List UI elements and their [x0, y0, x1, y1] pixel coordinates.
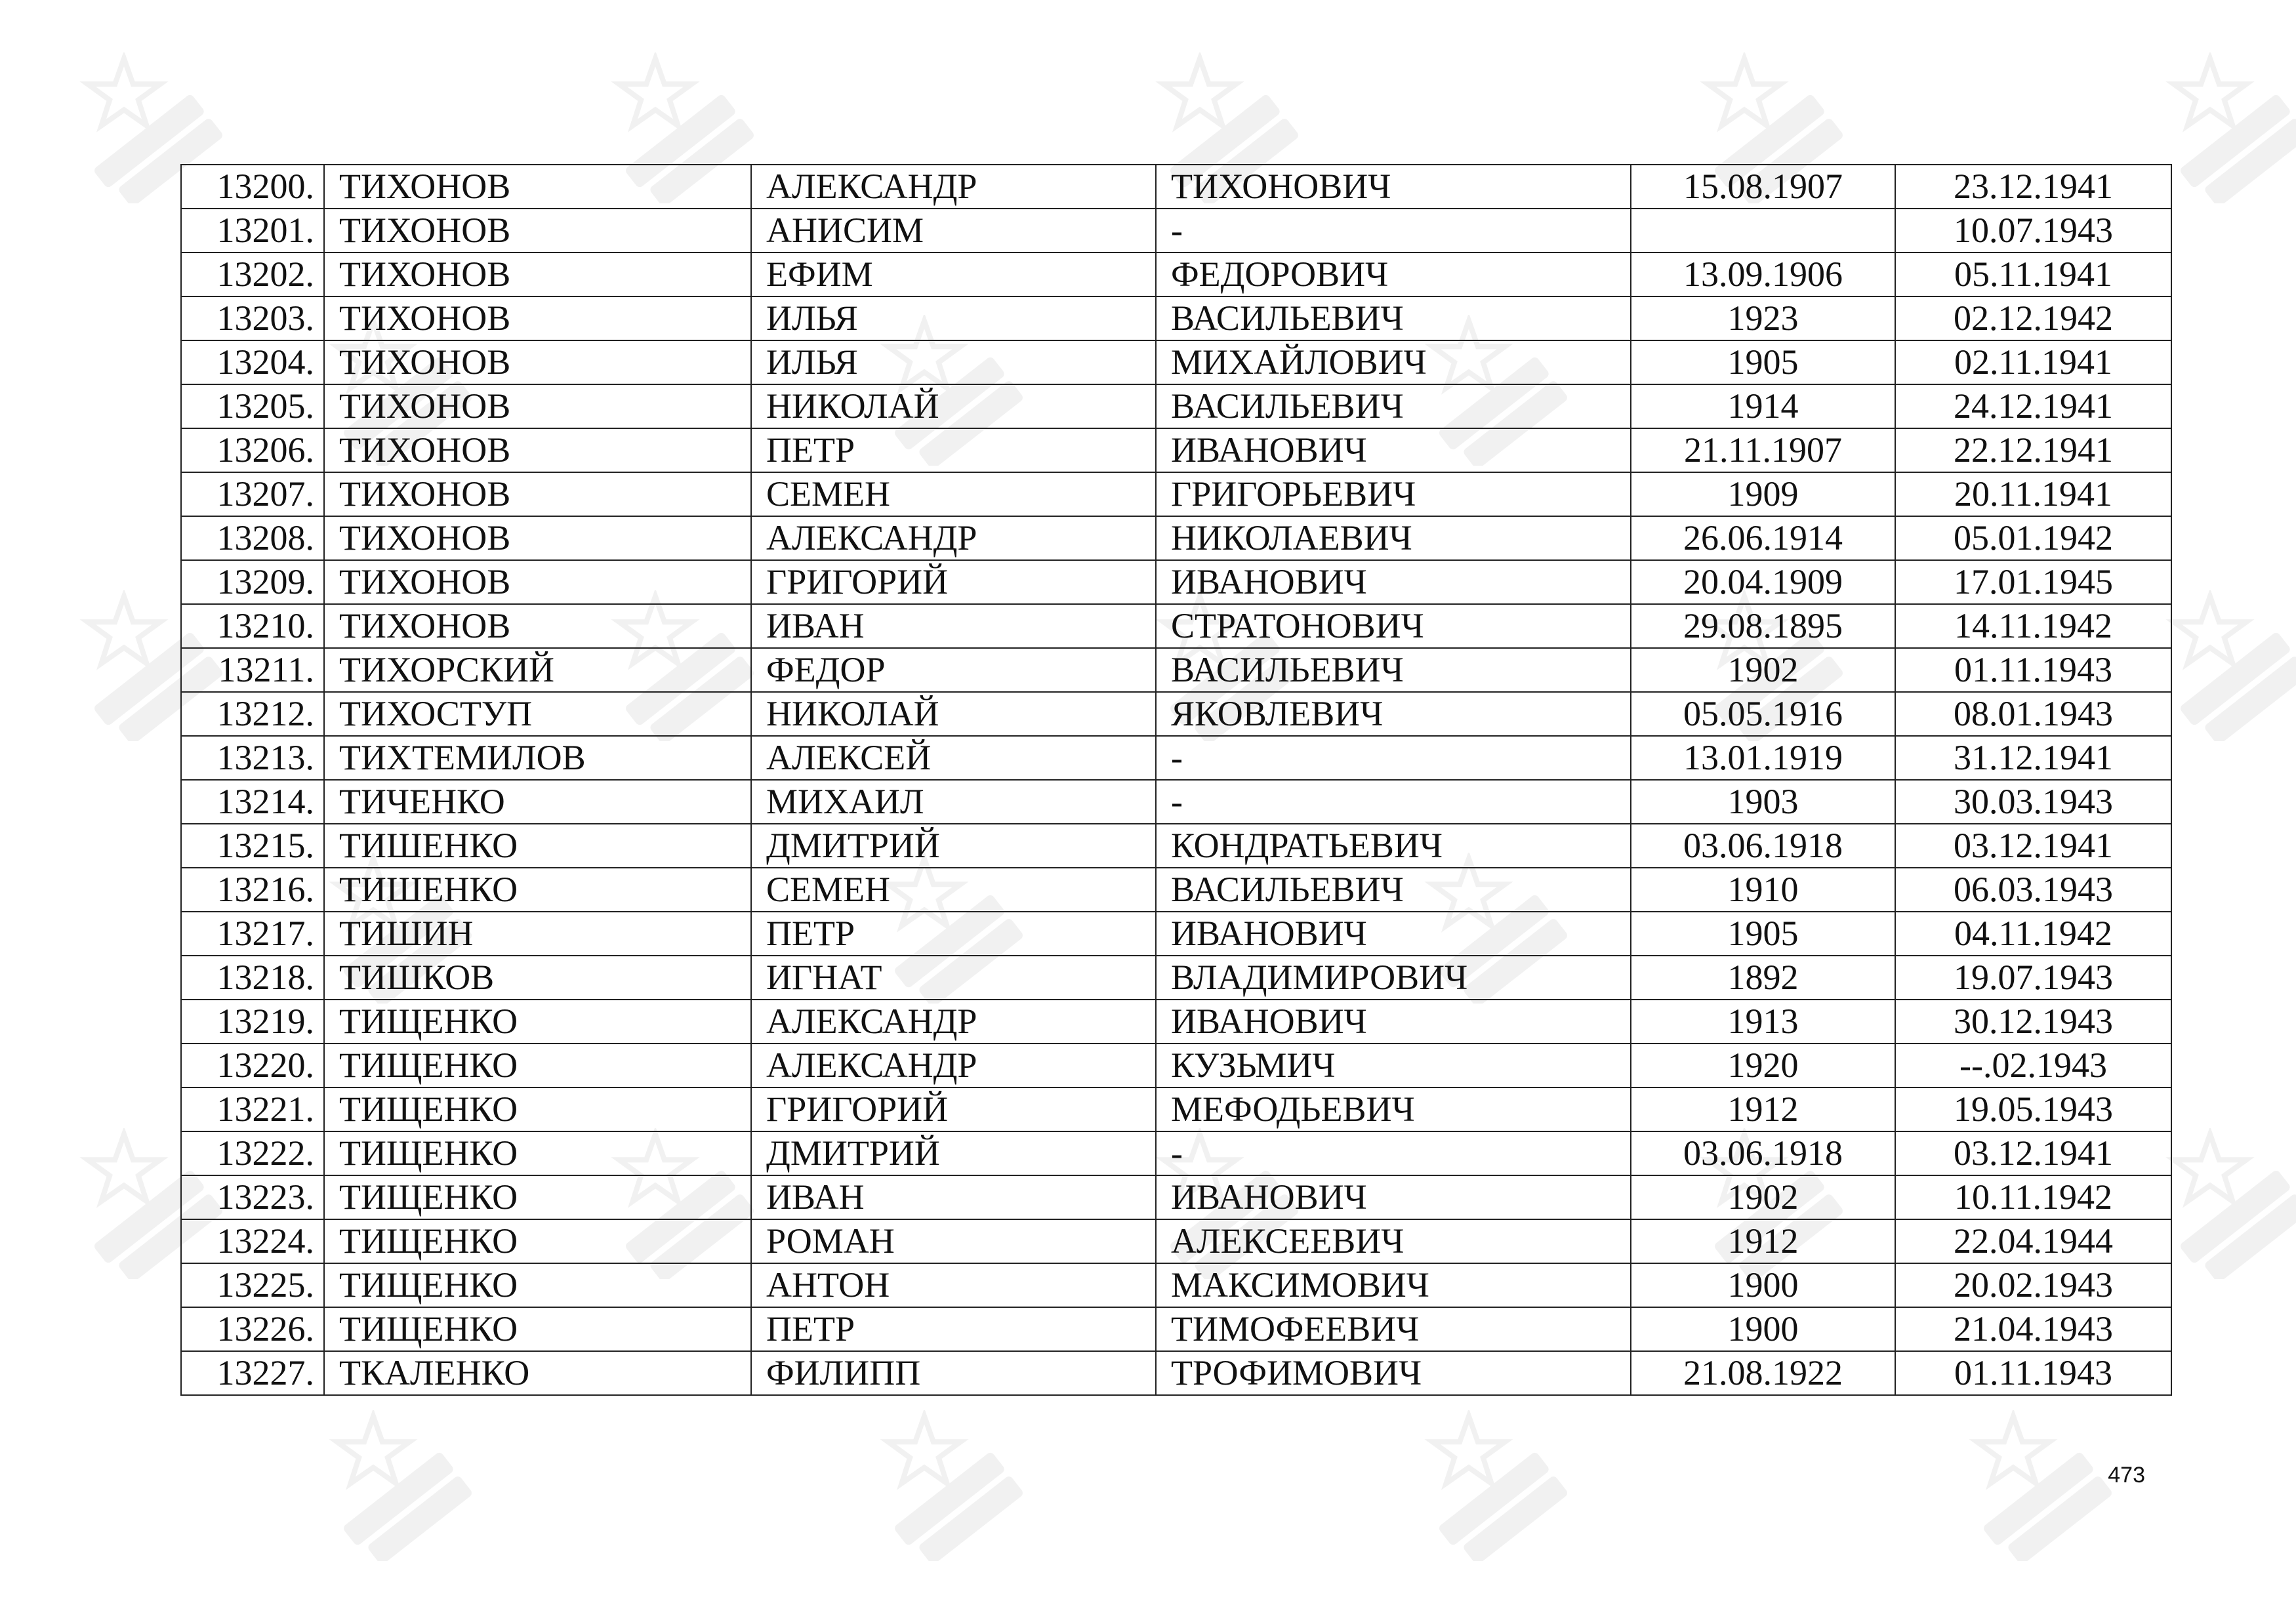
- table-row: [181, 428, 2171, 472]
- death-date-cell: 20.02.1943: [1895, 1263, 2171, 1307]
- first-name-cell: ПЕТР: [751, 1307, 1156, 1351]
- surname-cell: ТИЩЕНКО: [324, 1044, 751, 1087]
- birth-date-cell: 29.08.1895: [1631, 604, 1895, 648]
- patronymic-cell: МИХАЙЛОВИЧ: [1156, 340, 1631, 384]
- record-number-cell: 13218.: [181, 956, 324, 1000]
- death-date-cell: 06.03.1943: [1895, 868, 2171, 912]
- birth-date-cell: 1905: [1631, 912, 1895, 956]
- surname-cell: ТИЩЕНКО: [324, 1000, 751, 1044]
- patronymic-cell: -: [1156, 736, 1631, 780]
- record-number-cell: 13213.: [181, 736, 324, 780]
- record-number-cell: 13223.: [181, 1175, 324, 1219]
- death-date-cell: 10.11.1942: [1895, 1175, 2171, 1219]
- table-row: [181, 692, 2171, 736]
- death-date-cell: 05.11.1941: [1895, 253, 2171, 296]
- death-date-cell: 01.11.1943: [1895, 1351, 2171, 1395]
- record-number-cell: 13204.: [181, 340, 324, 384]
- first-name-cell: АЛЕКСАНДР: [751, 1044, 1156, 1087]
- surname-cell: ТИХОНОВ: [324, 560, 751, 604]
- record-number-cell: 13217.: [181, 912, 324, 956]
- death-date-cell: 31.12.1941: [1895, 736, 2171, 780]
- watermark-logo: [2165, 1128, 2296, 1279]
- table-row: [181, 1000, 2171, 1044]
- table-row: [181, 1175, 2171, 1219]
- record-number-cell: 13203.: [181, 296, 324, 340]
- first-name-cell: ФЕДОР: [751, 648, 1156, 692]
- birth-date-cell: 1913: [1631, 1000, 1895, 1044]
- death-date-cell: 17.01.1945: [1895, 560, 2171, 604]
- birth-date-cell: 03.06.1918: [1631, 1131, 1895, 1175]
- first-name-cell: РОМАН: [751, 1219, 1156, 1263]
- birth-date-cell: 1902: [1631, 1175, 1895, 1219]
- first-name-cell: ИГНАТ: [751, 956, 1156, 1000]
- birth-date-cell: 1912: [1631, 1219, 1895, 1263]
- table-row: [181, 604, 2171, 648]
- death-date-cell: 21.04.1943: [1895, 1307, 2171, 1351]
- table-row: [181, 956, 2171, 1000]
- surname-cell: ТИХТЕМИЛОВ: [324, 736, 751, 780]
- birth-date-cell: 1905: [1631, 340, 1895, 384]
- table-row: [181, 1263, 2171, 1307]
- first-name-cell: ИЛЬЯ: [751, 296, 1156, 340]
- record-number-cell: 13209.: [181, 560, 324, 604]
- watermark-logo: [879, 1410, 1030, 1561]
- first-name-cell: НИКОЛАЙ: [751, 692, 1156, 736]
- star-icon: [1433, 1416, 1505, 1483]
- watermark-logo: [1424, 1410, 1574, 1561]
- first-name-cell: АЛЕКСАНДР: [751, 165, 1156, 209]
- first-name-cell: АНИСИМ: [751, 209, 1156, 253]
- first-name-cell: ПЕТР: [751, 428, 1156, 472]
- first-name-cell: АНТОН: [751, 1263, 1156, 1307]
- first-name-cell: НИКОЛАЙ: [751, 384, 1156, 428]
- birth-date-cell: 21.08.1922: [1631, 1351, 1895, 1395]
- table-row: [181, 296, 2171, 340]
- first-name-cell: АЛЕКСАНДР: [751, 1000, 1156, 1044]
- first-name-cell: МИХАИЛ: [751, 780, 1156, 824]
- record-number-cell: 13220.: [181, 1044, 324, 1087]
- birth-date-cell: [1631, 209, 1895, 253]
- death-date-cell: 19.07.1943: [1895, 956, 2171, 1000]
- record-number-cell: 13225.: [181, 1263, 324, 1307]
- surname-cell: ТИШЕНКО: [324, 868, 751, 912]
- table-row: [181, 384, 2171, 428]
- death-date-cell: 03.12.1941: [1895, 824, 2171, 868]
- watermark-logo: [328, 1410, 479, 1561]
- death-date-cell: 03.12.1941: [1895, 1131, 2171, 1175]
- death-date-cell: 01.11.1943: [1895, 648, 2171, 692]
- surname-cell: ТИХОНОВ: [324, 296, 751, 340]
- star-icon: [2174, 596, 2246, 663]
- table-row: [181, 340, 2171, 384]
- table-row: [181, 824, 2171, 868]
- birth-date-cell: 1920: [1631, 1044, 1895, 1087]
- first-name-cell: АЛЕКСАНДР: [751, 516, 1156, 560]
- death-date-cell: 08.01.1943: [1895, 692, 2171, 736]
- first-name-cell: ФИЛИПП: [751, 1351, 1156, 1395]
- surname-cell: ТИХОНОВ: [324, 165, 751, 209]
- record-number-cell: 13224.: [181, 1219, 324, 1263]
- surname-cell: ТИЩЕНКО: [324, 1263, 751, 1307]
- patronymic-cell: НИКОЛАЕВИЧ: [1156, 516, 1631, 560]
- record-number-cell: 13202.: [181, 253, 324, 296]
- birth-date-cell: 13.01.1919: [1631, 736, 1895, 780]
- first-name-cell: ИВАН: [751, 1175, 1156, 1219]
- death-date-cell: 22.04.1944: [1895, 1219, 2171, 1263]
- records-table-body: [181, 165, 2171, 1395]
- patronymic-cell: ИВАНОВИЧ: [1156, 912, 1631, 956]
- star-icon: [88, 58, 160, 125]
- death-date-cell: 02.12.1942: [1895, 296, 2171, 340]
- surname-cell: ТИШИН: [324, 912, 751, 956]
- first-name-cell: ДМИТРИЙ: [751, 824, 1156, 868]
- patronymic-cell: ИВАНОВИЧ: [1156, 1175, 1631, 1219]
- table-row: [181, 736, 2171, 780]
- surname-cell: ТИЩЕНКО: [324, 1175, 751, 1219]
- birth-date-cell: 1910: [1631, 868, 1895, 912]
- record-number-cell: 13215.: [181, 824, 324, 868]
- record-number-cell: 13206.: [181, 428, 324, 472]
- patronymic-cell: -: [1156, 209, 1631, 253]
- table-row: [181, 472, 2171, 516]
- star-icon: [88, 1134, 160, 1201]
- patronymic-cell: СТРАТОНОВИЧ: [1156, 604, 1631, 648]
- patronymic-cell: -: [1156, 780, 1631, 824]
- records-table: [180, 164, 2172, 1396]
- death-date-cell: 23.12.1941: [1895, 165, 2171, 209]
- death-date-cell: 10.07.1943: [1895, 209, 2171, 253]
- table-row: [181, 516, 2171, 560]
- surname-cell: ТИЩЕНКО: [324, 1307, 751, 1351]
- death-date-cell: --.02.1943: [1895, 1044, 2171, 1087]
- death-date-cell: 05.01.1942: [1895, 516, 2171, 560]
- birth-date-cell: 15.08.1907: [1631, 165, 1895, 209]
- star-icon: [619, 58, 691, 125]
- death-date-cell: 24.12.1941: [1895, 384, 2171, 428]
- patronymic-cell: МАКСИМОВИЧ: [1156, 1263, 1631, 1307]
- record-number-cell: 13227.: [181, 1351, 324, 1395]
- record-number-cell: 13216.: [181, 868, 324, 912]
- patronymic-cell: ФЕДОРОВИЧ: [1156, 253, 1631, 296]
- surname-cell: ТИХОНОВ: [324, 340, 751, 384]
- first-name-cell: ДМИТРИЙ: [751, 1131, 1156, 1175]
- table-row: [181, 1351, 2171, 1395]
- birth-date-cell: 1902: [1631, 648, 1895, 692]
- record-number-cell: 13226.: [181, 1307, 324, 1351]
- patronymic-cell: ТИХОНОВИЧ: [1156, 165, 1631, 209]
- record-number-cell: 13208.: [181, 516, 324, 560]
- table-row: [181, 912, 2171, 956]
- death-date-cell: 30.03.1943: [1895, 780, 2171, 824]
- table-row: [181, 1219, 2171, 1263]
- first-name-cell: ИЛЬЯ: [751, 340, 1156, 384]
- birth-date-cell: 1900: [1631, 1263, 1895, 1307]
- birth-date-cell: 1900: [1631, 1307, 1895, 1351]
- first-name-cell: АЛЕКСЕЙ: [751, 736, 1156, 780]
- patronymic-cell: КОНДРАТЬЕВИЧ: [1156, 824, 1631, 868]
- surname-cell: ТИХОНОВ: [324, 516, 751, 560]
- patronymic-cell: ИВАНОВИЧ: [1156, 428, 1631, 472]
- star-icon: [2174, 58, 2246, 125]
- table-row: [181, 648, 2171, 692]
- birth-date-cell: 1909: [1631, 472, 1895, 516]
- patronymic-cell: ВАСИЛЬЕВИЧ: [1156, 384, 1631, 428]
- surname-cell: ТИШЕНКО: [324, 824, 751, 868]
- first-name-cell: ГРИГОРИЙ: [751, 560, 1156, 604]
- record-number-cell: 13221.: [181, 1087, 324, 1131]
- first-name-cell: ЕФИМ: [751, 253, 1156, 296]
- surname-cell: ТИЩЕНКО: [324, 1131, 751, 1175]
- death-date-cell: 14.11.1942: [1895, 604, 2171, 648]
- record-number-cell: 13201.: [181, 209, 324, 253]
- surname-cell: ТИХОНОВ: [324, 209, 751, 253]
- star-icon: [1708, 58, 1780, 125]
- surname-cell: ТИЧЕНКО: [324, 780, 751, 824]
- birth-date-cell: 21.11.1907: [1631, 428, 1895, 472]
- table-row: [181, 1044, 2171, 1087]
- table-row: [181, 1131, 2171, 1175]
- surname-cell: ТИХОНОВ: [324, 604, 751, 648]
- birth-date-cell: 1914: [1631, 384, 1895, 428]
- watermark-logo: [2165, 52, 2296, 203]
- patronymic-cell: ВЛАДИМИРОВИЧ: [1156, 956, 1631, 1000]
- birth-date-cell: 26.06.1914: [1631, 516, 1895, 560]
- watermark-logo: [2165, 590, 2296, 741]
- table-row: [181, 780, 2171, 824]
- patronymic-cell: АЛЕКСЕЕВИЧ: [1156, 1219, 1631, 1263]
- patronymic-cell: ЯКОВЛЕВИЧ: [1156, 692, 1631, 736]
- death-date-cell: 02.11.1941: [1895, 340, 2171, 384]
- surname-cell: ТИШКОВ: [324, 956, 751, 1000]
- surname-cell: ТИХОНОВ: [324, 253, 751, 296]
- patronymic-cell: ИВАНОВИЧ: [1156, 1000, 1631, 1044]
- surname-cell: ТИХОРСКИЙ: [324, 648, 751, 692]
- first-name-cell: ПЕТР: [751, 912, 1156, 956]
- death-date-cell: 22.12.1941: [1895, 428, 2171, 472]
- first-name-cell: ИВАН: [751, 604, 1156, 648]
- surname-cell: ТИХОСТУП: [324, 692, 751, 736]
- birth-date-cell: 1903: [1631, 780, 1895, 824]
- surname-cell: ТИХОНОВ: [324, 384, 751, 428]
- table-row: [181, 209, 2171, 253]
- page-number: 473: [2108, 1463, 2145, 1488]
- patronymic-cell: ИВАНОВИЧ: [1156, 560, 1631, 604]
- first-name-cell: ГРИГОРИЙ: [751, 1087, 1156, 1131]
- star-icon: [1977, 1416, 2049, 1483]
- record-number-cell: 13219.: [181, 1000, 324, 1044]
- birth-date-cell: 1892: [1631, 956, 1895, 1000]
- birth-date-cell: 05.05.1916: [1631, 692, 1895, 736]
- patronymic-cell: -: [1156, 1131, 1631, 1175]
- first-name-cell: СЕМЕН: [751, 472, 1156, 516]
- table-row: [181, 253, 2171, 296]
- record-number-cell: 13211.: [181, 648, 324, 692]
- record-number-cell: 13212.: [181, 692, 324, 736]
- table-row: [181, 1307, 2171, 1351]
- death-date-cell: 20.11.1941: [1895, 472, 2171, 516]
- record-number-cell: 13222.: [181, 1131, 324, 1175]
- record-number-cell: 13210.: [181, 604, 324, 648]
- birth-date-cell: 1912: [1631, 1087, 1895, 1131]
- record-number-cell: 13207.: [181, 472, 324, 516]
- patronymic-cell: ВАСИЛЬЕВИЧ: [1156, 868, 1631, 912]
- patronymic-cell: ТРОФИМОВИЧ: [1156, 1351, 1631, 1395]
- first-name-cell: СЕМЕН: [751, 868, 1156, 912]
- table-row: [181, 165, 2171, 209]
- surname-cell: ТИХОНОВ: [324, 472, 751, 516]
- star-icon: [337, 1416, 409, 1483]
- record-number-cell: 13205.: [181, 384, 324, 428]
- star-icon: [2174, 1134, 2246, 1201]
- table-row: [181, 560, 2171, 604]
- patronymic-cell: МЕФОДЬЕВИЧ: [1156, 1087, 1631, 1131]
- death-date-cell: 19.05.1943: [1895, 1087, 2171, 1131]
- star-icon: [888, 1416, 960, 1483]
- star-icon: [1164, 58, 1236, 125]
- patronymic-cell: ВАСИЛЬЕВИЧ: [1156, 296, 1631, 340]
- patronymic-cell: ВАСИЛЬЕВИЧ: [1156, 648, 1631, 692]
- record-number-cell: 13214.: [181, 780, 324, 824]
- birth-date-cell: 20.04.1909: [1631, 560, 1895, 604]
- death-date-cell: 30.12.1943: [1895, 1000, 2171, 1044]
- table-row: [181, 868, 2171, 912]
- birth-date-cell: 03.06.1918: [1631, 824, 1895, 868]
- patronymic-cell: ГРИГОРЬЕВИЧ: [1156, 472, 1631, 516]
- record-number-cell: 13200.: [181, 165, 324, 209]
- patronymic-cell: ТИМОФЕЕВИЧ: [1156, 1307, 1631, 1351]
- birth-date-cell: 13.09.1906: [1631, 253, 1895, 296]
- surname-cell: ТИЩЕНКО: [324, 1087, 751, 1131]
- table-row: [181, 1087, 2171, 1131]
- star-icon: [88, 596, 160, 663]
- death-date-cell: 04.11.1942: [1895, 912, 2171, 956]
- surname-cell: ТКАЛЕНКО: [324, 1351, 751, 1395]
- surname-cell: ТИЩЕНКО: [324, 1219, 751, 1263]
- patronymic-cell: КУЗЬМИЧ: [1156, 1044, 1631, 1087]
- birth-date-cell: 1923: [1631, 296, 1895, 340]
- surname-cell: ТИХОНОВ: [324, 428, 751, 472]
